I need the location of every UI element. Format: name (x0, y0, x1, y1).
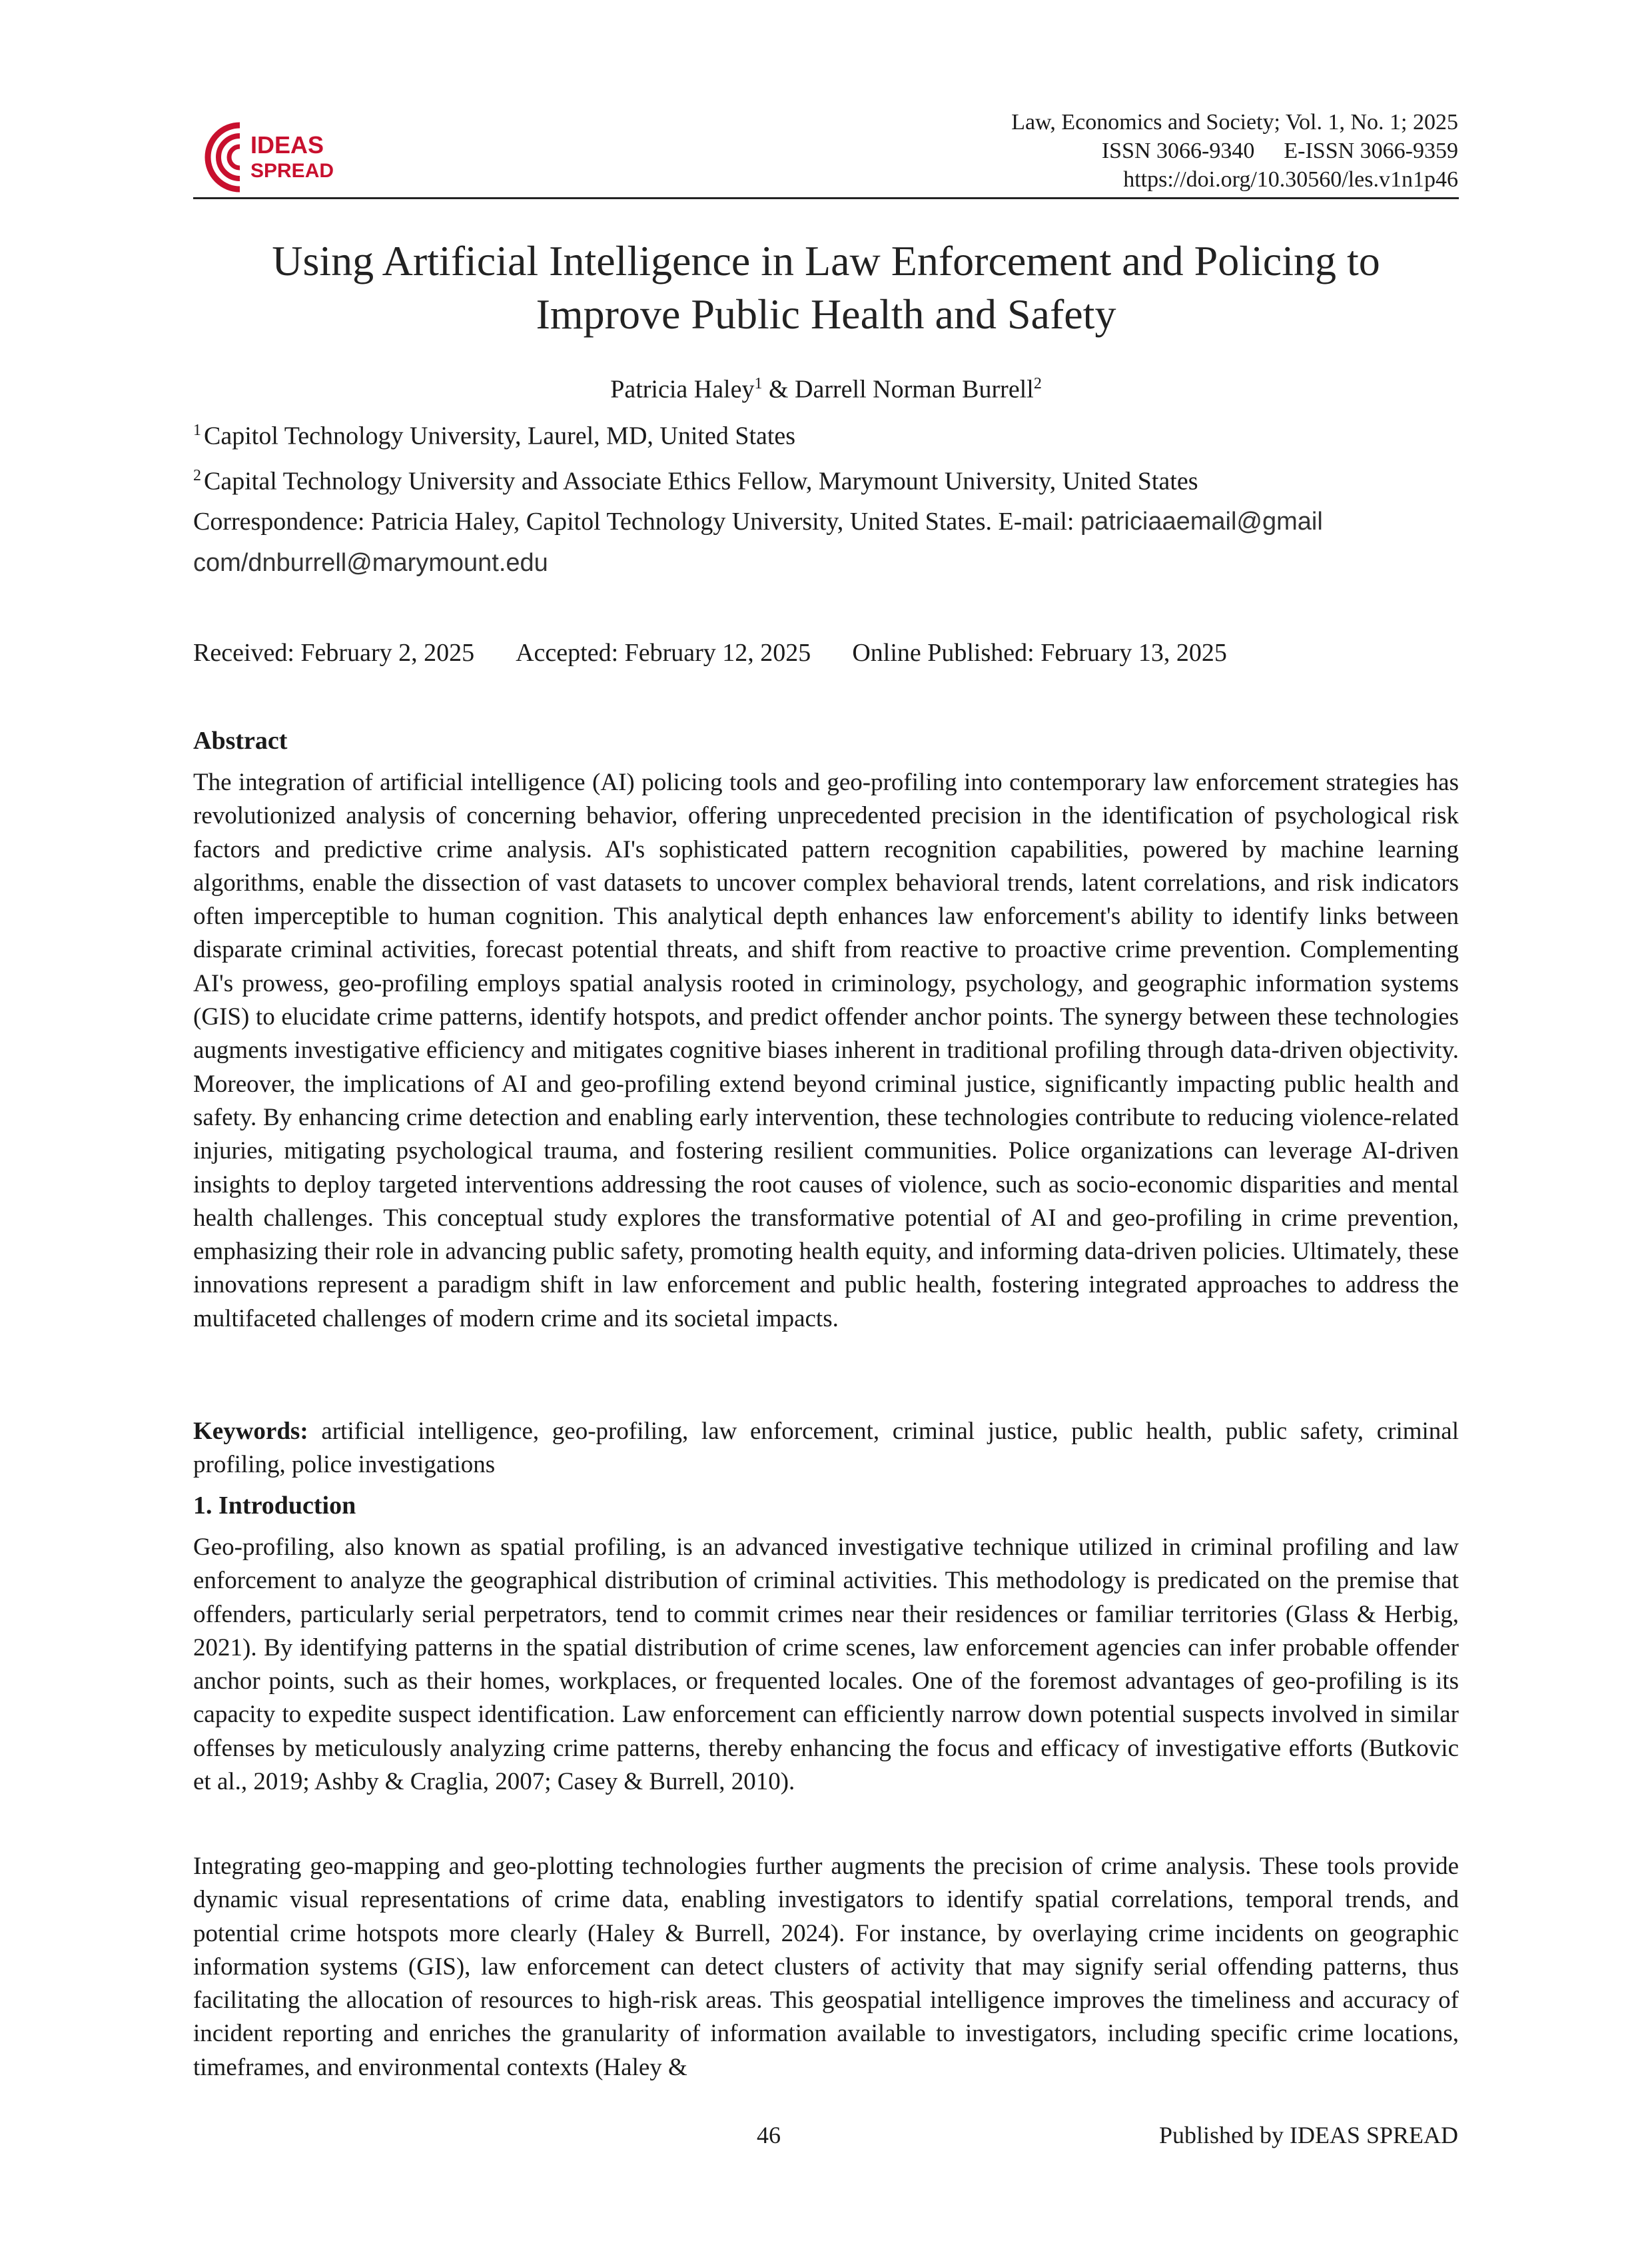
journal-info (1011, 108, 1458, 194)
authors (193, 368, 1459, 406)
affiliation-1-marker: 1 (193, 422, 201, 439)
author-2: Darrell Norman Burrell (795, 375, 1034, 404)
introduction-heading: 1. Introduction (193, 1492, 356, 1520)
author-1-affil: 1 (754, 375, 763, 392)
title-line-2: Improve Public Health and Safety (536, 290, 1116, 338)
logo-word-spread: SPREAD (250, 160, 334, 182)
eissn: E-ISSN 3066-9359 (1284, 139, 1458, 163)
email-link-2[interactable]: com/dnburrell@marymount.edu (193, 549, 548, 577)
publication-dates (193, 637, 1227, 669)
page-number: 46 (757, 2122, 781, 2148)
author-1: Patricia Haley (610, 375, 755, 404)
ideas-spread-logo (193, 112, 346, 199)
journal-citation: Law, Economics and Society; Vol. 1, No. 1; 2025 (1011, 110, 1458, 135)
affiliation-2-text: Capital Technology University and Associate Ethics Fellow, Marymount University, United States (204, 467, 1198, 496)
paper-title (193, 234, 1459, 341)
journal-issn-line (1011, 137, 1458, 165)
author-separator: & (762, 375, 795, 404)
doi-link[interactable]: https://doi.org/10.30560/les.v1n1p46 (1123, 167, 1458, 192)
introduction-paragraph-2: Integrating geo-mapping and geo-plotting technologies further augments the precision of crime analysis. These tools provide dynamic visual representations of crime data, enabling investigators to identify spatial correlations, temporal trends, and potential crime hotspots more clearly (Haley & Burrell, 2024). For instance, by overlaying crime incidents on geographic information systems (GIS), law enforcement can detect clusters of activity that may signify serial offending patterns, thus facilitating the allocation of resources to high-risk areas. This geospatial intelligence improves the timeliness and accuracy of incident reporting and enriches the granularity of information available to investigators, including specific crime locations, timeframes, and environmental contexts (Haley & (193, 1853, 1459, 2081)
received-date: Received: February 2, 2025 (193, 639, 475, 667)
abstract-text: The integration of artificial intelligence (AI) policing tools and geo-profiling into contemporary law enforcement strategies has revolutionized analysis of concerning behavior, offering unprecedented precision in the identification of psychological risk factors and predictive crime analysis. AI's sophisticated pattern recognition capabilities, powered by machine learning algorithms, enable the dissection of vast datasets to uncover complex behavioral trends, latent correlations, and risk indicators often imperceptible to human cognition. This analytical depth enhances law enforcement's ability to identify links between disparate criminal activities, forecast potential threats, and shift from reactive to proactive crime prevention. Complementing AI's prowess, geo-profiling employs spatial analysis rooted in criminology, psychology, and geographic information systems (GIS) to elucidate crime patterns, identify hotspots, and predict offender anchor points. The synergy between these technologies augments investigative efficiency and mitigates cognitive biases inherent in traditional profiling through data-driven objectivity. Moreover, the implications of AI and geo-profiling extend beyond criminal justice, significantly impacting public health and safety. By enhancing crime detection and enabling early intervention, these technologies contribute to reducing violence-related injuries, mitigating psychological trauma, and fostering resilient communities. Police organizations can leverage AI-driven insights to deploy targeted interventions addressing the root causes of violence, such as socio-economic disparities and mental health challenges. This conceptual study explores the transformative potential of AI and geo-profiling in crime prevention, emphasizing their role in advancing public safety, promoting health equity, and informing data-driven policies. Ultimately, these innovations represent a paradigm shift in law enforcement and public health, fostering integrated approaches to address the multifaceted challenges of modern crime and its societal impacts. (193, 769, 1459, 1332)
introduction-paragraph-1: Geo-profiling, also known as spatial profiling, is an advanced investigative technique utilized in criminal profiling and law enforcement to analyze the geographical distribution of criminal activities. This methodology is predicated on the premise that offenders, particularly serial perpetrators, tend to commit crimes near their residences or familiar territories (Glass & Herbig, 2021). By identifying patterns in the spatial distribution of crime scenes, law enforcement agencies can infer probable offender anchor points, such as their homes, workplaces, or frequented locales. One of the foremost advantages of geo-profiling is its capacity to expedite suspect identification. Law enforcement can efficiently narrow down potential suspects involved in similar offenses by meticulously analyzing crime patterns, thereby enhancing the focus and efficacy of investigative efforts (Butkovic et al., 2019; Ashby & Craglia, 2007; Casey & Burrell, 2010). (193, 1534, 1459, 1796)
title-line-1: Using Artificial Intelligence in Law Enforcement and Policing to (272, 237, 1380, 284)
keywords-text: artificial intelligence, geo-profiling, law enforcement, criminal justice, public health, public safety, criminal profiling, police investigations (193, 1418, 1459, 1479)
header-rule (193, 197, 1459, 199)
logo-word-ideas: IDEAS (250, 131, 324, 159)
affiliation-1-text: Capitol Technology University, Laurel, MD, United States (204, 422, 796, 450)
email-link-1[interactable]: patriciaaemail@gmail (1080, 508, 1323, 536)
keywords (193, 1415, 1459, 1482)
accepted-date: Accepted: February 12, 2025 (516, 639, 811, 667)
issn: ISSN 3066-9340 (1101, 139, 1255, 163)
author-2-affil: 2 (1033, 375, 1042, 392)
affiliation-1 (193, 414, 795, 452)
abstract-heading: Abstract (193, 727, 288, 755)
affiliation-2 (193, 460, 1198, 498)
published-date: Online Published: February 13, 2025 (852, 639, 1227, 667)
correspondence (193, 501, 1459, 584)
publisher-footer: Published by IDEAS SPREAD (1158, 2122, 1458, 2148)
correspondence-text: Correspondence: Patricia Haley, Capitol Technology University, United States. E-mail: (193, 508, 1074, 536)
keywords-label: Keywords: (193, 1418, 308, 1445)
affiliation-2-marker: 2 (193, 467, 201, 484)
